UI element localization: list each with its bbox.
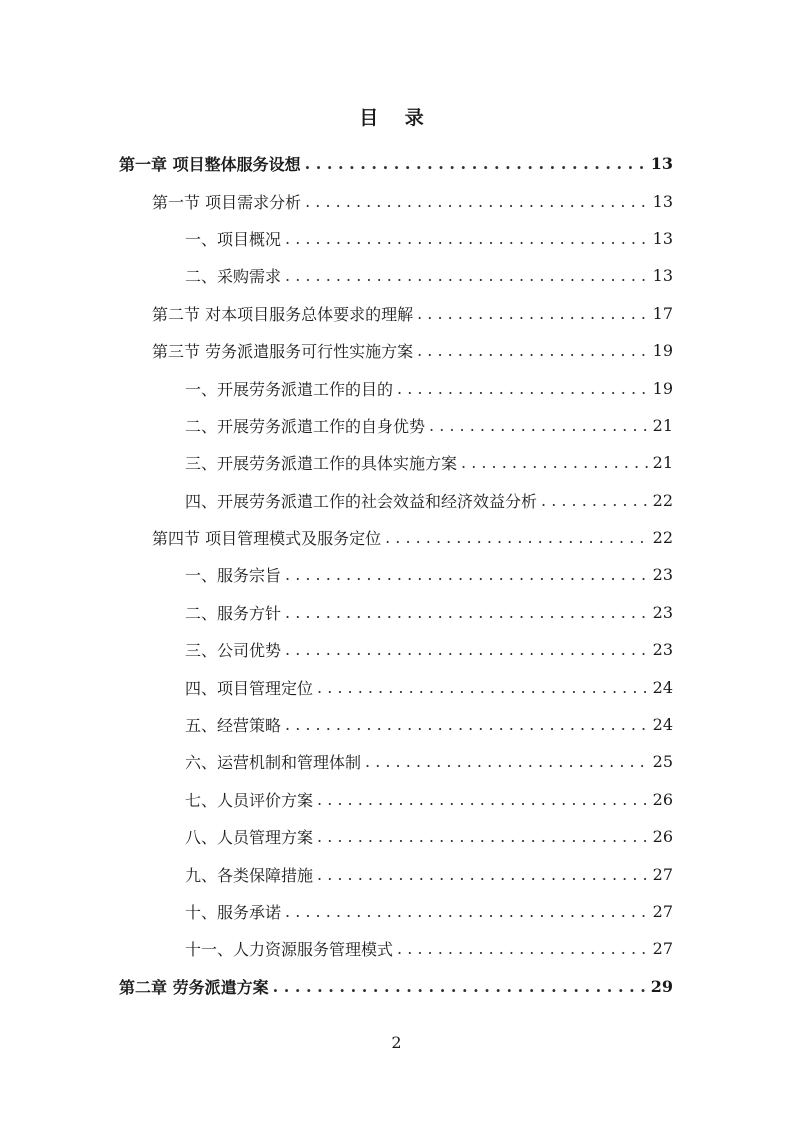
- toc-entry-page: 13: [649, 220, 673, 257]
- toc-entry[interactable]: [0, 519, 793, 556]
- toc-entry-label: 一、开展劳务派遣工作的目的: [185, 379, 394, 399]
- toc-dot-leader: [285, 902, 669, 921]
- toc-entry[interactable]: [0, 594, 793, 631]
- toc-entry[interactable]: [0, 257, 793, 294]
- toc-entry-label: 五、经营策略: [185, 716, 282, 736]
- toc-dot-leader: [317, 827, 669, 846]
- toc-entry-page: 21: [649, 407, 673, 444]
- toc-entry-page: 26: [649, 818, 673, 855]
- toc-dot-leader: [397, 379, 669, 398]
- toc-entry-label: 二、采购需求: [185, 267, 282, 287]
- toc-entry-label: 九、各类保障措施: [185, 865, 314, 885]
- toc-entry[interactable]: [0, 332, 793, 369]
- toc-entry[interactable]: [0, 893, 793, 930]
- toc-dot-leader: [285, 565, 669, 584]
- toc-entry-label: 一、项目概况: [185, 229, 282, 249]
- toc-entry-page: 27: [649, 930, 673, 967]
- toc-entry-page: 25: [649, 743, 673, 780]
- toc-entry-page: 23: [649, 594, 673, 631]
- toc-entry[interactable]: [0, 668, 793, 705]
- toc-entry[interactable]: [0, 631, 793, 668]
- toc-list: [0, 145, 793, 1005]
- toc-dot-leader: [317, 790, 669, 809]
- toc-entry-page: 22: [649, 482, 673, 519]
- toc-entry-label: 十、服务承诺: [185, 903, 282, 922]
- toc-entry[interactable]: [0, 706, 793, 743]
- toc-entry-page: 29: [647, 968, 673, 1005]
- page-number: 2: [391, 1033, 402, 1052]
- toc-entry-label: 第一章 项目整体服务设想: [119, 155, 301, 175]
- toc-entry[interactable]: [0, 743, 793, 780]
- toc-title: 目 录: [359, 107, 434, 129]
- toc-dot-leader: [317, 678, 669, 697]
- toc-entry-label: 二、服务方针: [185, 603, 282, 623]
- toc-entry-page: 19: [649, 369, 673, 406]
- toc-entry-page: 13: [647, 145, 673, 182]
- toc-dot-leader: [417, 304, 669, 323]
- toc-dot-leader: [285, 266, 669, 285]
- toc-entry-label: 一、服务宗旨: [185, 566, 282, 586]
- toc-entry[interactable]: [0, 295, 793, 332]
- toc-entry-page: 21: [649, 444, 673, 481]
- toc-entry[interactable]: [0, 482, 793, 519]
- toc-entry-label: 三、公司优势: [185, 641, 282, 661]
- toc-dot-leader: [285, 603, 669, 622]
- toc-entry-label: 第三节 劳务派遣服务可行性实施方案: [152, 342, 414, 362]
- toc-entry-page: 19: [649, 332, 673, 369]
- toc-entry[interactable]: [0, 968, 793, 1005]
- toc-dot-leader: [273, 977, 669, 996]
- toc-entry[interactable]: [0, 930, 793, 967]
- toc-entry-label: 七、人员评价方案: [185, 790, 314, 810]
- toc-entry-label: 四、开展劳务派遣工作的社会效益和经济效益分析: [185, 491, 538, 511]
- toc-entry-page: 13: [649, 257, 673, 294]
- toc-entry-label: 四、项目管理定位: [185, 678, 314, 698]
- toc-dot-leader: [365, 752, 669, 771]
- toc-entry[interactable]: [0, 220, 793, 257]
- toc-entry[interactable]: [0, 556, 793, 593]
- toc-entry[interactable]: [0, 145, 793, 182]
- toc-entry-label: 六、运营机制和管理体制: [185, 753, 362, 773]
- toc-dot-leader: [317, 865, 669, 884]
- toc-entry-label: 第四节 项目管理模式及服务定位: [152, 529, 382, 549]
- toc-entry-page: 27: [649, 855, 673, 892]
- toc-entry-page: 24: [649, 668, 673, 705]
- toc-entry-page: 17: [649, 295, 673, 332]
- toc-entry-page: 26: [649, 781, 673, 818]
- toc-entry-label: 十一、人力资源服务管理模式: [185, 940, 394, 960]
- toc-entry[interactable]: [0, 818, 793, 855]
- toc-dot-leader: [385, 528, 669, 547]
- toc-entry-label: 第二章 劳务派遣方案: [119, 977, 269, 997]
- toc-dot-leader: [397, 939, 669, 958]
- toc-entry-label: 八、人员管理方案: [185, 828, 314, 848]
- toc-dot-leader: [305, 192, 669, 211]
- toc-entry[interactable]: [0, 182, 793, 219]
- toc-entry-label: 第一节 项目需求分析: [152, 192, 302, 212]
- toc-dot-leader: [417, 341, 669, 360]
- toc-entry[interactable]: [0, 407, 793, 444]
- toc-entry-page: 22: [649, 519, 673, 556]
- toc-dot-leader: [285, 715, 669, 734]
- toc-dot-leader: [305, 154, 669, 173]
- toc-entry-page: 23: [649, 631, 673, 668]
- toc-dot-leader: [285, 640, 669, 659]
- toc-entry-page: 24: [649, 706, 673, 743]
- toc-entry-page: 13: [649, 182, 673, 219]
- toc-entry[interactable]: [0, 369, 793, 406]
- toc-entry-page: 23: [649, 556, 673, 593]
- toc-entry[interactable]: [0, 444, 793, 481]
- toc-entry[interactable]: [0, 855, 793, 892]
- toc-dot-leader: [461, 453, 669, 472]
- toc-entry-label: 三、开展劳务派遣工作的具体实施方案: [185, 454, 458, 474]
- toc-entry-label: 二、开展劳务派遣工作的自身优势: [185, 416, 426, 436]
- toc-entry-page: 27: [649, 893, 673, 930]
- toc-dot-leader: [285, 229, 669, 248]
- toc-entry-label: 第二节 对本项目服务总体要求的理解: [152, 304, 414, 324]
- toc-dot-leader: [429, 416, 669, 435]
- toc-entry[interactable]: [0, 781, 793, 818]
